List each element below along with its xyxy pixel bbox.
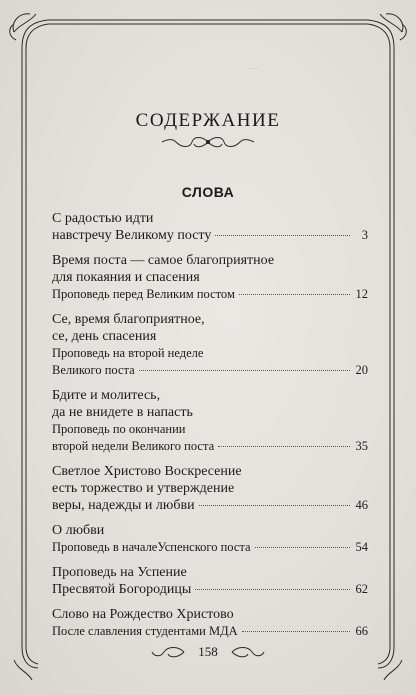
toc-entry-title-line: Проповедь на Успение bbox=[52, 565, 187, 580]
toc-entry-title-line: се, день спасения bbox=[52, 329, 157, 344]
section-heading: СЛОВА bbox=[181, 184, 235, 200]
toc-entry-leader-row bbox=[52, 227, 368, 244]
toc-entry bbox=[52, 210, 368, 244]
toc-entry-leader-row bbox=[52, 623, 368, 640]
toc-page-number: 66 bbox=[355, 624, 368, 638]
toc-entry-leader-row bbox=[52, 539, 368, 556]
toc-entry bbox=[52, 387, 368, 455]
dot-leader bbox=[199, 504, 350, 506]
toc-entry-title-line: есть торжество и утверждение bbox=[52, 481, 235, 496]
toc-page-number: 54 bbox=[355, 540, 368, 554]
dot-leader bbox=[239, 293, 350, 295]
toc-entry-leader-row bbox=[52, 438, 368, 455]
toc-entry bbox=[52, 252, 368, 303]
table-of-contents bbox=[52, 210, 368, 648]
toc-entry-last-line: Проповедь в началеУспенского поста bbox=[52, 540, 251, 554]
toc-entry-title-line: Слово на Рождество Христово bbox=[52, 607, 234, 622]
toc-entry-last-line: Великого поста bbox=[52, 363, 135, 377]
dot-leader bbox=[139, 369, 350, 371]
page-number: 158 bbox=[198, 644, 218, 659]
toc-entry bbox=[52, 463, 368, 514]
bleed-through-text: — bbox=[248, 62, 259, 74]
title-ornament bbox=[158, 134, 258, 150]
toc-entry-title-line: С радостью идти bbox=[52, 211, 154, 226]
toc-entry-title-line: Се, время благоприятное, bbox=[52, 312, 205, 327]
dot-leader bbox=[255, 546, 350, 548]
toc-entry-title-line: Проповедь на второй неделе bbox=[52, 346, 204, 360]
toc-entry-leader-row bbox=[52, 286, 368, 303]
toc-entry-last-line: второй недели Великого поста bbox=[52, 439, 215, 453]
toc-page-number: 62 bbox=[355, 582, 368, 596]
toc-entry-last-line: Проповедь перед Великим постом bbox=[52, 287, 235, 301]
toc-entry-last-line: веры, надежды и любви bbox=[52, 498, 195, 513]
dot-leader bbox=[215, 234, 350, 236]
dot-leader bbox=[218, 445, 350, 447]
toc-entry bbox=[52, 311, 368, 379]
toc-entry-last-line: Пресвятой Богородицы bbox=[52, 582, 192, 597]
toc-entry-title-line: Время поста — самое благоприятное bbox=[52, 253, 275, 268]
toc-entry-title-line: Светлое Христово Воскресение bbox=[52, 464, 242, 479]
toc-entry-last-line: навстречу Великому посту bbox=[52, 228, 212, 243]
toc-entry bbox=[52, 564, 368, 598]
toc-entry-title-line: для покаяния и спасения bbox=[52, 270, 200, 285]
toc-entry-title-line: Проповедь по окончании bbox=[52, 422, 186, 436]
page-title: СОДЕРЖАНИЕ bbox=[135, 110, 281, 131]
toc-entry-last-line: После славления студентами МДА bbox=[52, 624, 238, 638]
toc-entry bbox=[52, 606, 368, 640]
toc-entry-leader-row bbox=[52, 581, 368, 598]
toc-page-number: 46 bbox=[355, 498, 368, 512]
toc-entry-leader-row bbox=[52, 362, 368, 379]
dot-leader bbox=[195, 588, 350, 590]
toc-page-number: 12 bbox=[355, 287, 368, 301]
toc-entry-leader-row bbox=[52, 497, 368, 514]
toc-entry-title-line: да не внидете в напасть bbox=[52, 405, 193, 420]
toc-entry-title-line: О любви bbox=[52, 523, 105, 538]
toc-page-number: 35 bbox=[355, 439, 368, 453]
dot-leader bbox=[242, 630, 350, 632]
toc-entry bbox=[52, 522, 368, 556]
toc-page-number: 3 bbox=[361, 228, 368, 242]
toc-entry-title-line: Бдите и молитесь, bbox=[52, 388, 161, 403]
toc-page-number: 20 bbox=[355, 363, 368, 377]
